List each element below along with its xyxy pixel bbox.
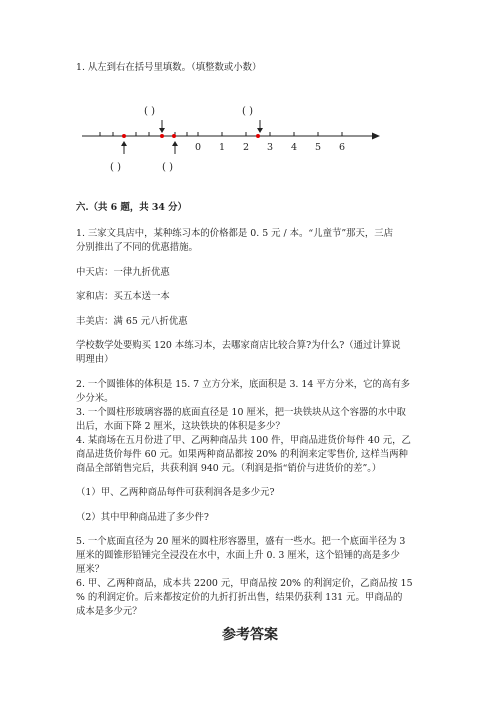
tick-label-1: 1: [219, 142, 226, 153]
problem-6-line-3: 成本是多少元？: [76, 606, 142, 617]
problem-4-line-3: 商品全部销售完后，共获利润 940 元。（利润是指“销价与进货价的差”。）: [76, 463, 382, 474]
problem-3-line-1: 3. 一个圆柱形玻璃容器的底面直径是 10 厘米，把一块铁块从这个容器的水中取: [76, 407, 406, 418]
red-point-2: [160, 134, 164, 138]
problem-1-question-line-1: 学校数学处要购买 120 本练习本，去哪家商店比较合算?为什么?（通过计算说: [76, 340, 401, 351]
problem-5-line-3: 厘米？: [76, 564, 105, 575]
red-point-1: [122, 134, 126, 138]
problem-1-question-line-2: 明理由）: [76, 354, 114, 365]
problem-1-line-1: 1. 三家文具店中，某种练习本的价格都是 0. 5 元 / 本。“儿童节”那天，三店: [76, 228, 393, 239]
tick-label-3: 3: [267, 142, 274, 153]
problem-5-line-2: 厘米的圆锥形铅锤完全浸没在水中，水面上升 0. 3 厘米，这个铅锤的高是多少: [76, 550, 400, 561]
problem-2-line-2: 少分米。: [76, 393, 114, 404]
red-point-4: [256, 134, 260, 138]
problem-4-subquestion-1: （1）甲、乙两种商品每件可获利润各是多少元?: [76, 487, 275, 498]
store-zhongtian: 中天店：一律九折优惠: [76, 267, 170, 278]
section-6-header: 六.（共 6 题，共 34 分）: [76, 202, 187, 213]
tick-label-5: 5: [315, 142, 322, 153]
tick-label-4: 4: [291, 142, 298, 153]
number-line-figure: [0, 96, 500, 186]
red-point-3: [172, 134, 176, 138]
tick-label-2: 2: [243, 142, 250, 153]
problem-4-line-2: 商品进货价每件 60 元。如果两种商品都按 20% 的利润来定零售价, 这样当两种: [76, 449, 408, 460]
problem-3-line-2: 出后，水面下降 2 厘米，这块铁块的体积是多少？: [76, 421, 285, 432]
tick-label-0: 0: [195, 142, 202, 153]
problem-2-line-1: 2. 一个圆锥体的体积是 15. 7 立方分米，底面积是 3. 14 平方分米，它的高有多: [76, 379, 411, 390]
q1-prompt: 1. 从左到右在括号里填数。（填整数或小数）: [76, 62, 262, 73]
store-jiahe: 家和店：买五本送一本: [76, 291, 170, 302]
blank-right-bottom: ( ): [162, 162, 173, 173]
tick-label-6: 6: [339, 142, 346, 153]
blank-left-bottom: ( ): [110, 162, 121, 173]
problem-6-line-2: % 的利润定价。后来都按定价的九折打折出售，结果仍获利 131 元。甲商品的: [76, 592, 403, 603]
problem-4-subquestion-2: （2）其中甲种商品进了多少件?: [76, 512, 209, 523]
axis-arrowhead: [372, 133, 380, 140]
blank-left-top: ( ): [144, 106, 155, 117]
blank-right-top: ( ): [242, 106, 253, 117]
problem-5-line-1: 5. 一个底面直径为 20 厘米的圆柱形容器里，盛有一些水。把一个底面半径为 3: [76, 536, 406, 547]
problem-6-line-1: 6. 甲、乙两种商品，成本共 2200 元，甲商品按 20% 的利润定价，乙商品按 15: [76, 578, 413, 589]
problem-4-line-1: 4. 某商场在五月份进了甲、乙两种商品共 100 件，甲商品进货价每件 40 元，乙: [76, 435, 411, 446]
store-fengmei: 丰美店：满 65 元八折优惠: [76, 316, 188, 327]
problem-1-line-2: 分别推出了不同的优惠措施。: [76, 242, 198, 253]
answers-title: 参考答案: [222, 627, 278, 643]
